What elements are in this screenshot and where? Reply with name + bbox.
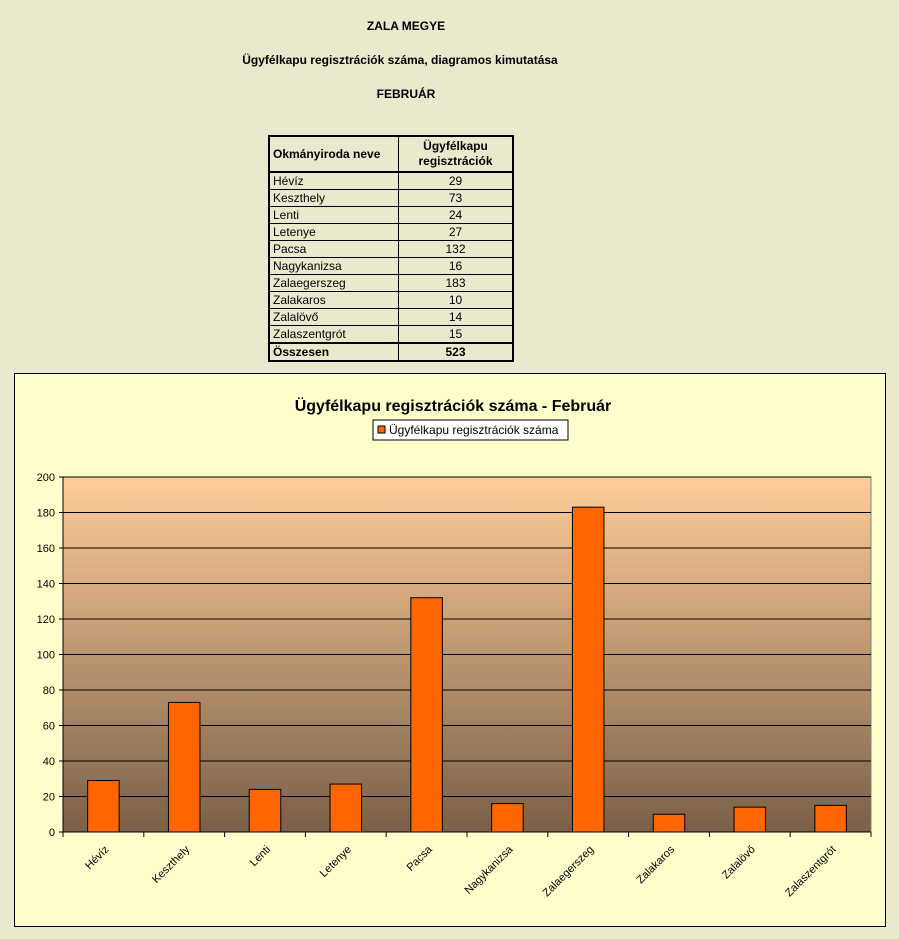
total-value: 523 [399, 343, 514, 361]
office-name: Keszthely [269, 190, 399, 207]
office-name-header: Okmányiroda neve [269, 136, 399, 172]
y-tick-label: 180 [36, 507, 55, 520]
y-tick-label: 20 [42, 791, 55, 804]
table-row [269, 292, 513, 309]
y-tick-label: 120 [36, 614, 55, 626]
y-tick-label: 100 [36, 649, 55, 662]
registration-count: 27 [399, 224, 514, 241]
office-name: Nagykanizsa [269, 258, 399, 275]
county-title: ZALA MEGYE [366, 19, 446, 33]
legend [373, 420, 568, 440]
office-name: Zalakaros [269, 292, 399, 309]
table-row [269, 275, 513, 292]
bar [815, 805, 847, 832]
office-name: Pacsa [269, 241, 399, 258]
x-tick-label: Zalaszentgrót [783, 843, 839, 900]
y-tick-label: 40 [42, 756, 55, 768]
x-tick-label: Keszthely [150, 843, 193, 886]
registrations-header-line2: regisztrációk [418, 154, 493, 168]
office-name: Hévíz [269, 172, 399, 190]
bar [492, 804, 524, 832]
table-row [269, 309, 513, 326]
legend-label: Ügyfélkapu regisztrációk száma [389, 423, 559, 437]
registration-count: 29 [399, 172, 514, 190]
month-title: FEBRUÁR [376, 87, 436, 101]
table-row [269, 207, 513, 224]
table-row [269, 190, 513, 207]
legend-swatch [378, 426, 385, 433]
y-tick-label: 60 [42, 720, 55, 733]
table-row [269, 172, 513, 190]
bar [734, 807, 766, 832]
registration-count: 14 [399, 309, 514, 326]
registration-count: 15 [399, 326, 514, 344]
registration-count: 24 [399, 207, 514, 224]
bar-chart [15, 374, 885, 926]
office-name: Zalalövő [269, 309, 399, 326]
registrations-header-line1: Ügyfélkapu [423, 139, 488, 153]
office-name: Letenye [269, 224, 399, 241]
table-header-row [269, 136, 513, 172]
office-name: Lenti [269, 207, 399, 224]
table-row [269, 258, 513, 275]
table-row [269, 241, 513, 258]
registrations-table [268, 135, 514, 362]
registration-count: 132 [399, 241, 514, 258]
total-label: Összesen [269, 343, 399, 361]
y-axis [37, 472, 63, 839]
y-tick-label: 0 [48, 827, 55, 839]
x-tick-label: Zalaegerszeg [540, 843, 597, 900]
y-tick-label: 80 [42, 685, 55, 697]
table-row [269, 224, 513, 241]
y-tick-label: 140 [36, 578, 55, 591]
registration-count: 73 [399, 190, 514, 207]
x-tick-label: Lenti [247, 843, 274, 869]
registrations-header [399, 136, 514, 172]
registration-count: 16 [399, 258, 514, 275]
registration-count: 10 [399, 292, 514, 309]
chart-area [14, 373, 886, 927]
x-tick-label: Nagykanizsa [462, 843, 516, 897]
bar [411, 598, 443, 832]
bar [88, 781, 120, 832]
x-tick-label: Letenye [317, 843, 354, 880]
x-tick-label: Hévíz [83, 843, 112, 873]
bar [572, 507, 604, 832]
chart-title: Ügyfélkapu regisztrációk száma - Február [294, 398, 612, 415]
bar [653, 814, 685, 832]
bar [330, 784, 362, 832]
x-tick-label: Zalalövő [720, 843, 758, 882]
report-subtitle: Ügyfélkapu regisztrációk száma, diagramos kimutatása [242, 53, 558, 67]
registration-count: 183 [399, 275, 514, 292]
x-tick-label: Zalakaros [634, 843, 678, 887]
x-axis [63, 832, 871, 899]
y-tick-label: 160 [36, 543, 55, 555]
bar [168, 702, 200, 832]
table-row [269, 326, 513, 344]
x-tick-label: Pacsa [404, 843, 435, 874]
office-name: Zalaszentgrót [269, 326, 399, 344]
total-row [269, 343, 513, 361]
office-name: Zalaegerszeg [269, 275, 399, 292]
bar [249, 789, 281, 832]
y-tick-label: 200 [36, 472, 55, 484]
